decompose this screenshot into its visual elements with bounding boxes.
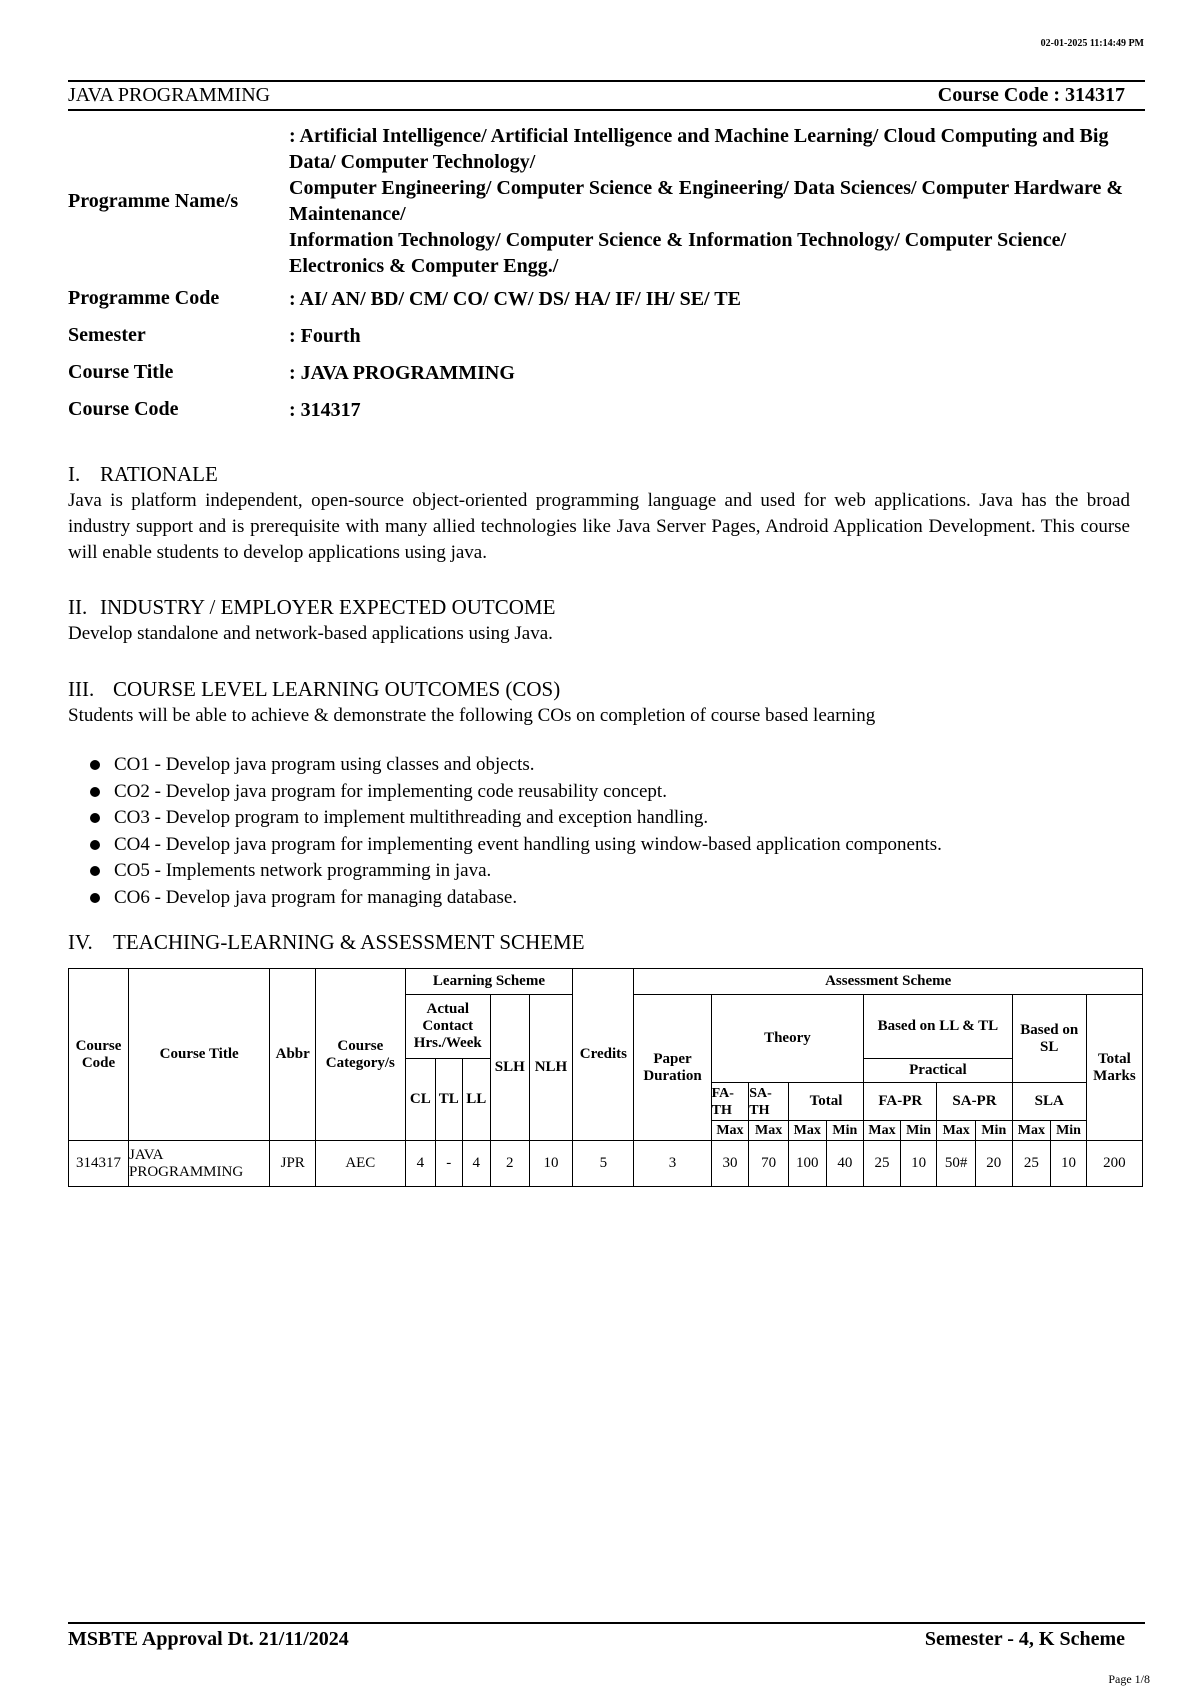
- th-practical: Practical: [864, 1059, 1012, 1083]
- bullet-icon: [90, 893, 100, 903]
- th-assessment-scheme: Assessment Scheme: [634, 969, 1143, 995]
- th-abbr: Abbr: [270, 969, 316, 1141]
- list-item: [90, 832, 942, 859]
- th-ll: LL: [462, 1059, 490, 1141]
- semester-value: : Fourth: [289, 324, 361, 347]
- th-min: Min: [1051, 1121, 1087, 1141]
- semester-row: [68, 317, 1148, 354]
- teaching-assessment-table: [68, 968, 1143, 1187]
- course-title-label: Course Title: [68, 361, 174, 383]
- page-number: Page 1/8: [1108, 1672, 1150, 1686]
- industry-text: Develop standalone and network-based applications using Java.: [68, 623, 553, 644]
- section-number: IV.: [68, 930, 93, 954]
- th-max: Max: [749, 1121, 789, 1141]
- co-text: CO5 - Implements network programming in java.: [114, 860, 492, 881]
- cell-fa-pr-min: 10: [900, 1141, 937, 1187]
- programme-code-row: [68, 280, 1148, 317]
- section-number: II.: [68, 595, 88, 619]
- table-row: [69, 1141, 1143, 1187]
- th-total: Total: [788, 1083, 863, 1121]
- section-heading: INDUSTRY / EMPLOYER EXPECTED OUTCOME: [100, 595, 556, 619]
- section-rationale-title: [68, 462, 218, 487]
- semester-label: Semester: [68, 324, 146, 346]
- th-max: Max: [711, 1121, 749, 1141]
- course-code-label: Course Code: [68, 398, 179, 420]
- cell-sa-pr-max: 50#: [937, 1141, 976, 1187]
- th-course-code: Course Code: [69, 969, 129, 1141]
- course-title-value: : JAVA PROGRAMMING: [289, 361, 515, 384]
- section-heading: COURSE LEVEL LEARNING OUTCOMES (COS): [113, 677, 561, 701]
- co-text: CO6 - Develop java program for managing database.: [114, 886, 518, 908]
- cell-fa-th-max: 30: [711, 1141, 749, 1187]
- header-rule-top: [68, 80, 1145, 82]
- cell-ll: 4: [462, 1141, 490, 1187]
- course-title-row: [68, 354, 1148, 391]
- rationale-text: Java is platform independent, open-source object-oriented programming language and used for web applications. Java has the broad industry support and is prerequisite with many allied technologies like Java Server Pages, Android Application Development. This course will enable students to develop applications using java.: [68, 490, 1130, 563]
- th-course-title: Course Title: [128, 969, 269, 1141]
- th-based-on-sl: Based on SL: [1012, 995, 1086, 1083]
- list-item: [90, 752, 942, 779]
- cell-sla-max: 25: [1012, 1141, 1051, 1187]
- cell-slh: 2: [490, 1141, 529, 1187]
- th-cl: CL: [405, 1059, 436, 1141]
- th-max: Max: [788, 1121, 826, 1141]
- bullet-icon: [90, 760, 100, 770]
- header-course-title: JAVA PROGRAMMING: [68, 84, 271, 106]
- cell-sla-min: 10: [1051, 1141, 1087, 1187]
- cell-cl: 4: [405, 1141, 436, 1187]
- bullet-icon: [90, 787, 100, 797]
- programme-names-line: Information Technology/ Computer Science & Information Technology/ Computer Science/ Electronics & Computer Engg./: [289, 229, 1067, 277]
- table-header-row: [69, 969, 1143, 995]
- print-timestamp: 02-01-2025 11:14:49 PM: [1040, 38, 1144, 49]
- programme-names-value: [289, 123, 1148, 279]
- section-number: I.: [68, 462, 81, 486]
- cell-total-min: 40: [826, 1141, 864, 1187]
- th-actual-contact: Actual Contact Hrs./Week: [405, 995, 490, 1059]
- cell-total-marks: 200: [1086, 1141, 1142, 1187]
- course-code-value: : 314317: [289, 398, 361, 421]
- bullet-icon: [90, 840, 100, 850]
- programme-names-label: Programme Name/s: [68, 189, 239, 212]
- bullet-icon: [90, 813, 100, 823]
- footer-rule: [68, 1622, 1145, 1624]
- programme-names-row: [68, 122, 1148, 280]
- th-min: Min: [900, 1121, 937, 1141]
- programme-code-label: Programme Code: [68, 287, 220, 309]
- list-item: [90, 885, 942, 912]
- th-course-category: Course Category/s: [316, 969, 405, 1141]
- cell-paper-duration: 3: [634, 1141, 711, 1187]
- header-course-code: Course Code : 314317: [937, 84, 1125, 106]
- cell-sa-th-max: 70: [749, 1141, 789, 1187]
- course-code-row: [68, 391, 1148, 428]
- cell-category: AEC: [316, 1141, 405, 1187]
- th-total-marks: Total Marks: [1086, 995, 1142, 1141]
- th-max: Max: [1012, 1121, 1051, 1141]
- co-text: CO1 - Develop java program using classes and objects.: [114, 754, 535, 775]
- co-text: CO3 - Develop program to implement multithreading and exception handling.: [114, 807, 709, 828]
- th-min: Min: [826, 1121, 864, 1141]
- co-list: [90, 752, 942, 911]
- cos-intro-text: Students will be able to achieve & demonstrate the following COs on completion of course based learning: [68, 705, 876, 726]
- programme-names-line: Computer Engineering/ Computer Science & Engineering/ Data Sciences/ Computer Hardware & Maintenance/: [289, 177, 1124, 225]
- cell-course-title: JAVA PROGRAMMING: [128, 1141, 269, 1187]
- th-theory: Theory: [711, 995, 864, 1083]
- section-scheme-title: [68, 930, 585, 955]
- th-fa-pr: FA-PR: [864, 1083, 937, 1121]
- list-item: [90, 805, 942, 832]
- cell-total-max: 100: [788, 1141, 826, 1187]
- footer-approval: MSBTE Approval Dt. 21/11/2024: [68, 1628, 349, 1650]
- th-paper-duration: Paper Duration: [634, 995, 711, 1141]
- th-credits: Credits: [573, 969, 634, 1141]
- programme-code-value: : AI/ AN/ BD/ CM/ CO/ CW/ DS/ HA/ IF/ IH/ SE/ TE: [289, 287, 741, 310]
- th-max: Max: [864, 1121, 901, 1141]
- th-sa-pr: SA-PR: [937, 1083, 1012, 1121]
- bullet-icon: [90, 866, 100, 876]
- cell-credits: 5: [573, 1141, 634, 1187]
- co-text: CO4 - Develop java program for implementing event handling using window-based application components.: [114, 833, 942, 855]
- th-max: Max: [937, 1121, 976, 1141]
- section-heading: TEACHING-LEARNING & ASSESSMENT SCHEME: [113, 930, 585, 954]
- course-info: [68, 122, 1148, 428]
- th-sa-th: SA-TH: [749, 1083, 789, 1121]
- th-slh: SLH: [490, 995, 529, 1141]
- th-sla: SLA: [1012, 1083, 1086, 1121]
- th-learning-scheme: Learning Scheme: [405, 969, 573, 995]
- cell-sa-pr-min: 20: [976, 1141, 1013, 1187]
- th-nlh: NLH: [529, 995, 573, 1141]
- list-item: [90, 779, 942, 806]
- th-based-on-ll-tl: Based on LL & TL: [864, 995, 1012, 1059]
- cell-tl: -: [436, 1141, 462, 1187]
- section-industry-title: [68, 595, 555, 620]
- section-number: III.: [68, 677, 95, 701]
- list-item: [90, 858, 942, 885]
- programme-names-line: : Artificial Intelligence/ Artificial Intelligence and Machine Learning/ Cloud Computing and Big Data/ Computer Technology/: [289, 125, 1109, 173]
- footer-scheme: Semester - 4, K Scheme: [924, 1628, 1125, 1650]
- th-min: Min: [976, 1121, 1013, 1141]
- cell-nlh: 10: [529, 1141, 573, 1187]
- section-cos-title: [68, 677, 560, 702]
- cell-fa-pr-max: 25: [864, 1141, 901, 1187]
- th-tl: TL: [436, 1059, 462, 1141]
- co-text: CO2 - Develop java program for implementing code reusability concept.: [114, 780, 667, 802]
- th-fa-th: FA-TH: [711, 1083, 749, 1121]
- cell-course-code: 314317: [69, 1141, 129, 1187]
- section-heading: RATIONALE: [100, 462, 218, 486]
- header-rule-bottom: [68, 109, 1145, 111]
- cell-abbr: JPR: [270, 1141, 316, 1187]
